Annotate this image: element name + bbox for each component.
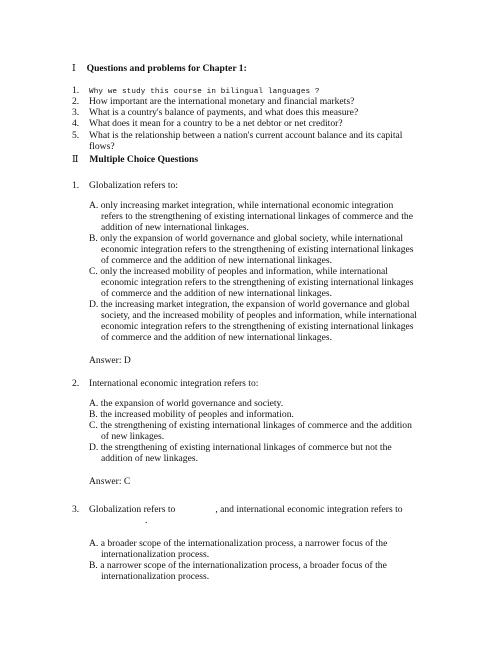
q1-option-b-line-3: of commerce and the addition of new international linkages. — [101, 255, 332, 266]
mc-question-1-stem — [72, 180, 178, 191]
question-item-3 — [72, 107, 358, 118]
q1-option-c-line-1: C. only the increased mobility of peoples and information, while international — [89, 266, 388, 277]
q1-option-a-line-3: addition of new international linkages. — [101, 222, 249, 233]
q2-option-d-line-2: addition of new linkages. — [101, 453, 198, 464]
q1-option-c-line-3: of commerce and the addition of new international linkages. — [101, 288, 332, 299]
item-number: 5. — [72, 130, 80, 141]
item-text: Why we study this course in bilingual languages ? — [89, 88, 320, 96]
q1-option-a-line-2: refers to the strengthening of existing international linkages of commerce and the — [101, 211, 413, 222]
question-text-part-1: Globalization refers to — [89, 504, 176, 515]
section-1-heading — [72, 63, 247, 74]
q2-option-d-line-1: D. the strengthening of existing international linkages of commerce but not the — [89, 442, 392, 453]
item-number: 3. — [72, 107, 80, 118]
section-1-roman: Ⅰ — [72, 63, 76, 74]
q1-option-b-line-2: economic integration refers to the strengthening of existing international linkages — [101, 244, 414, 255]
item-number: 2. — [72, 96, 80, 107]
q2-option-c-line-1: C. the strengthening of existing international linkages of commerce and the addition — [89, 420, 412, 431]
question-item-4 — [72, 118, 343, 129]
q1-option-d-line-1: D. the increasing market integration, the expansion of world governance and global — [89, 299, 410, 310]
question-text-part-2: , and international economic integration refers to — [215, 504, 403, 515]
q1-option-d-line-3: economic integration refers to the strengthening of existing international linkages — [101, 321, 414, 332]
q3-option-a-line-2: internationalization process. — [101, 549, 210, 560]
q2-answer: Answer: C — [89, 476, 131, 487]
q1-option-a-line-1: A. only increasing market integration, while international economic integration — [89, 200, 394, 211]
item-text: What does it mean for a country to be a net debtor or net creditor? — [89, 118, 343, 129]
q3-option-b-line-1: B. a narrower scope of the internationalization process, a broader focus of the — [89, 560, 387, 571]
q1-option-c-line-2: economic integration refers to the strengthening of existing international linkages — [101, 277, 414, 288]
question-text: Globalization refers to: — [89, 180, 178, 191]
q1-option-d-line-4: of commerce and the addition of new international linkages. — [101, 332, 332, 343]
item-number: 4. — [72, 118, 80, 129]
item-number: 1. — [72, 85, 80, 96]
question-item-5-continued: flows? — [89, 141, 115, 152]
q1-answer: Answer: D — [89, 355, 131, 366]
q3-option-a-line-1: A. a broader scope of the internationalization process, a narrower focus of the — [89, 538, 388, 549]
section-1-title: Questions and problems for Chapter 1: — [86, 63, 247, 74]
question-item-2 — [72, 96, 354, 107]
q3-stem-end: . — [145, 515, 148, 526]
section-2-roman: Ⅱ — [72, 154, 79, 165]
item-text: How important are the international monetary and financial markets? — [89, 96, 355, 107]
q2-option-c-line-2: of new linkages. — [101, 431, 165, 442]
question-number: 3. — [72, 504, 80, 515]
mc-question-2-stem — [72, 378, 258, 389]
item-text: What is a country's balance of payments, and what does this measure? — [89, 107, 359, 118]
mc-question-3-stem — [72, 504, 403, 515]
q2-option-a: A. the expansion of world governance and society. — [89, 398, 284, 409]
q1-option-b-line-1: B. only the expansion of world governance and global society, while international — [89, 233, 404, 244]
q3-option-b-line-2: internationalization process. — [101, 571, 210, 582]
q1-option-d-line-2: society, and the increased mobility of peoples and information, while international — [101, 310, 417, 321]
q2-option-b: B. the increased mobility of peoples and information. — [89, 409, 294, 420]
question-number: 2. — [72, 378, 80, 389]
question-text: International economic integration refers to: — [89, 378, 259, 389]
section-2-title: Multiple Choice Questions — [89, 154, 199, 165]
question-item-5 — [72, 130, 402, 141]
question-number: 1. — [72, 180, 80, 191]
item-text: What is the relationship between a nation's current account balance and its capital — [89, 130, 403, 141]
section-2-heading — [72, 154, 198, 165]
